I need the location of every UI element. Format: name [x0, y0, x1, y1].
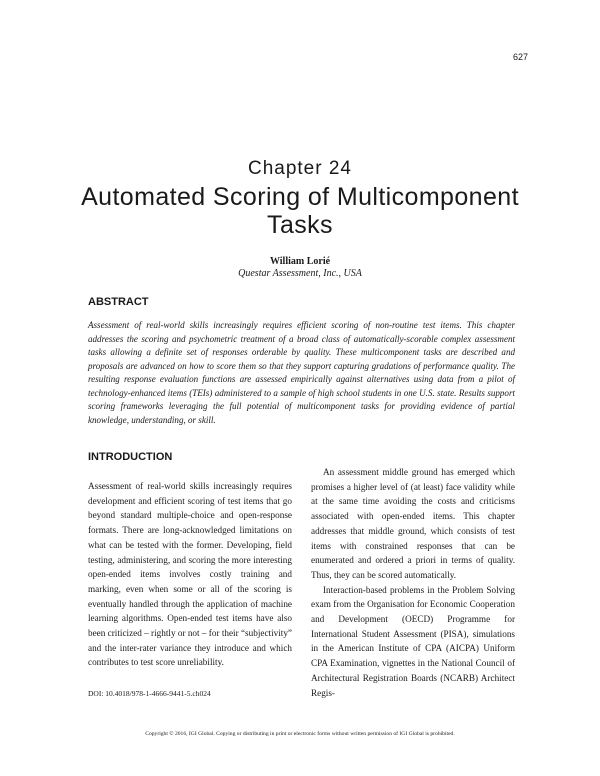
introduction-paragraph-2: An assessment middle ground has emerged which promises a higher level of (at least) face validity while at the same time avoiding the costs and criticisms associated with open-ended items. This chapter addresses that middle ground, which consists of test items with constrained responses that can be enumerated and ordered a priori in terms of quality. Thus, they can be scored automatically. — [311, 467, 515, 580]
chapter-title: Automated Scoring of Multicomponent Tasks — [81, 183, 519, 239]
page-number: 627 — [512, 52, 528, 62]
author-name: William Lorié — [269, 256, 331, 267]
introduction-left-column — [88, 479, 292, 670]
introduction-heading: INTRODUCTION — [88, 451, 173, 463]
introduction-paragraph-1: Assessment of real-world skills increasingly requires development and efficient scoring of test items that go beyond standard multiple-choice and open-response formats. There are long-acknowledged limitations on what can be tested with the former. Developing, field testing, administering, and scoring the more interesting open-ended items involves costly training and marking, even when some or all of the scoring is eventually handled through the application of machine learning algorithms. Open-ended test items have also been criticized – rightly or not – for their “subjectivity” and the inter-rater variance they introduce and which contributes to test score unreliability. — [88, 481, 292, 668]
introduction-right-column — [311, 465, 515, 700]
author-affiliation: Questar Assessment, Inc., USA — [238, 268, 362, 279]
chapter-label: Chapter 24 — [247, 158, 352, 179]
abstract-text: Assessment of real-world skills increasingly requires efficient scoring of non-routine test items. This chapter addresses the scoring and psychometric treatment of a broad class of automatically-scorable complex assessment tasks allowing a definite set of responses orderable by quality. These multicomponent tasks are described and proposals are advanced on how to score them so that they support capturing gradations of performance quality. The resulting response evaluation functions are assessed empirically against alternatives using data from a pilot of technology-enhanced items (TEIs) administered to a sample of high school students in one U.S. state. Results support scoring frameworks leveraging the full potential of multicomponent tasks for providing evidence of partial knowledge, understanding, or skill. — [88, 320, 515, 425]
abstract-heading: ABSTRACT — [88, 296, 149, 308]
introduction-paragraph-3: Interaction-based problems in the Problem Solving exam from the Organisation for Economic Cooperation and Development (OECD) Programme for International Student Assessment (PISA), simulations in the American Institute of CPA (AICPA) Uniform CPA Examination, vignettes in the National Council of Architectural Registration Boards (NCARB) Architect Regis- — [311, 584, 515, 698]
doi: DOI: 10.4018/978-1-4666-9441-5.ch024 — [88, 689, 211, 698]
copyright-notice: Copyright © 2016, IGI Global. Copying or distributing in print or electronic forms without written permission of IGI Global is prohibited. — [145, 731, 455, 737]
